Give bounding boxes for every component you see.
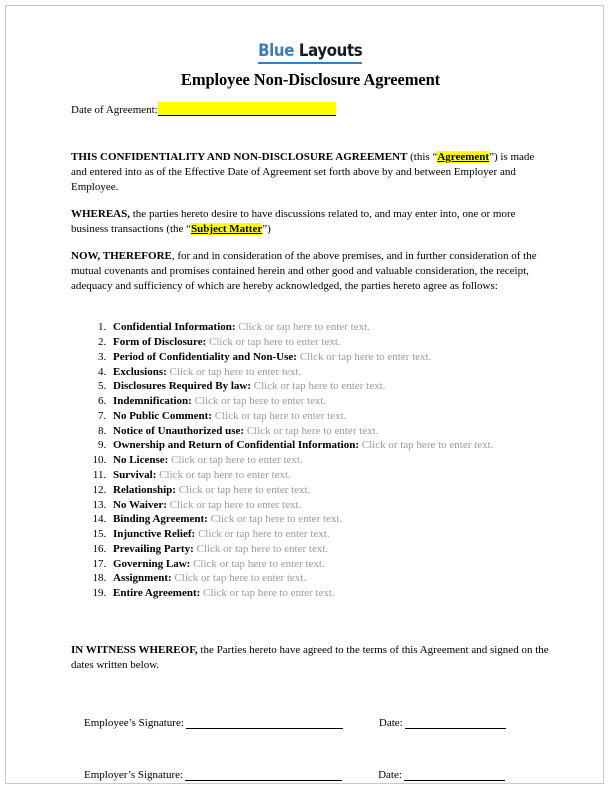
document-content [71, 42, 550, 781]
clause-item [109, 483, 550, 498]
paragraph-now-therefore [71, 249, 550, 294]
paragraph-2-mid: the parties hereto desire to have discussions related to, and may enter into, one or more business transactions (the “ [71, 207, 516, 235]
clause-item [109, 512, 550, 527]
date-of-agreement-label: Date of Agreement: [71, 103, 158, 116]
clause-label: No License: [113, 454, 169, 467]
clause-value-field[interactable]: Click or tap here to enter text. [196, 542, 329, 555]
employer-signature-label: Employer’s Signature: [84, 769, 184, 782]
clause-label: No Public Comment: [113, 409, 212, 422]
clause-value-field[interactable]: Click or tap here to enter text. [210, 513, 343, 526]
clause-value-field[interactable]: Click or tap here to enter text. [361, 439, 494, 452]
logo-text [258, 42, 362, 64]
signature-row-employee [71, 717, 550, 729]
clause-item [109, 394, 550, 409]
clause-item [109, 379, 550, 394]
clause-label: Governing Law: [113, 557, 191, 570]
clause-label: Relationship: [113, 483, 176, 496]
clause-value-field[interactable]: Click or tap here to enter text. [194, 395, 327, 408]
clause-item [109, 586, 550, 601]
clause-value-field[interactable]: Click or tap here to enter text. [159, 469, 291, 481]
clause-value-field[interactable]: Click or tap here to enter text. [203, 587, 335, 600]
paragraph-3-lead: NOW, THEREFORE [71, 250, 172, 262]
paragraph-whereas [71, 207, 550, 237]
clause-item [109, 409, 550, 424]
logo-word-layouts: Layouts [294, 41, 363, 61]
clause-item [109, 557, 550, 572]
clause-item [109, 335, 550, 350]
logo-word-blue: Blue [258, 41, 295, 61]
clause-label: Injunctive Relief: [113, 528, 196, 541]
clause-label: Entire Agreement: [113, 587, 201, 600]
clause-item [109, 320, 550, 335]
clause-item [109, 527, 550, 542]
paragraph-1-lead: THIS CONFIDENTIALITY AND NON-DISCLOSURE AGREEMENT [71, 150, 408, 163]
clause-value-field[interactable]: Click or tap here to enter text. [169, 365, 302, 378]
paragraph-in-witness-whereof [71, 643, 550, 673]
employer-signature-input[interactable] [185, 769, 342, 781]
clause-label: Survival: [113, 469, 157, 481]
brand-logo [71, 42, 550, 64]
employer-date-input[interactable] [404, 769, 505, 781]
clause-value-field[interactable]: Click or tap here to enter text. [214, 409, 347, 422]
clause-item [109, 424, 550, 439]
clause-item [109, 350, 550, 365]
clause-value-field[interactable]: Click or tap here to enter text. [238, 321, 370, 334]
clause-value-field[interactable]: Click or tap here to enter text. [178, 483, 311, 496]
clause-label: Disclosures Required By law: [113, 380, 252, 393]
clause-item [109, 542, 550, 557]
paragraph-3-rest: , for and in consideration of the above premises, and in further consideration of the mutual covenants and promises contained herein and other good and valuable consideration, the receipt, adequacy and sufficiency of which are hereby acknowledged, the parties hereto agree as follows: [71, 250, 537, 293]
paragraph-confidentiality-intro [71, 150, 550, 195]
witness-lead: IN WITNESS WHEREOF, [71, 644, 198, 657]
paragraph-1-rest: ”) is made and entered into as of the Effective Date of Agreement set forth above by and between Employer and Employee. [71, 150, 535, 193]
defined-term-subject-matter: Subject Matter [191, 222, 263, 235]
clause-item [109, 438, 550, 453]
clause-value-field[interactable]: Click or tap here to enter text. [193, 557, 325, 570]
date-of-agreement-row [71, 102, 550, 116]
clause-value-field[interactable]: Click or tap here to enter text. [174, 572, 307, 585]
page-title: Employee Non-Disclosure Agreement [180, 69, 441, 89]
employee-date-input[interactable] [405, 717, 506, 729]
paragraph-2-rest: ”) [262, 222, 271, 235]
clause-value-field[interactable]: Click or tap here to enter text. [197, 528, 330, 541]
employee-signature-label: Employee’s Signature: [84, 717, 184, 730]
clause-item [109, 468, 550, 483]
clause-value-field[interactable]: Click or tap here to enter text. [253, 380, 386, 393]
clause-label: Period of Confidentiality and Non-Use: [113, 350, 297, 363]
employee-signature-input[interactable] [186, 717, 343, 729]
signature-row-employer [71, 769, 550, 781]
clause-value-field[interactable]: Click or tap here to enter text. [169, 498, 302, 511]
clause-value-field[interactable]: Click or tap here to enter text. [171, 454, 303, 467]
clause-label: Binding Agreement: [113, 513, 208, 526]
clause-value-field[interactable]: Click or tap here to enter text. [209, 335, 341, 348]
clause-label: Prevailing Party: [113, 542, 194, 555]
clause-value-field[interactable]: Click or tap here to enter text. [246, 424, 379, 437]
clause-label: No Waiver: [113, 498, 167, 511]
clause-label: Indemnification: [113, 395, 192, 408]
clause-list [71, 320, 550, 601]
clause-item [109, 498, 550, 513]
clause-item [109, 365, 550, 380]
clause-value-field[interactable]: Click or tap here to enter text. [299, 350, 432, 363]
date-of-agreement-input[interactable] [158, 102, 336, 116]
clause-label: Exclusions: [113, 365, 167, 378]
clause-label: Ownership and Return of Confidential Information: [113, 439, 359, 452]
clause-item [109, 453, 550, 468]
document-page [5, 5, 604, 784]
clause-item [109, 571, 550, 586]
witness-rest: the Parties hereto have agreed to the terms of this Agreement and signed on the dates written below. [71, 644, 549, 672]
defined-term-agreement: Agreement [437, 150, 490, 163]
clause-label: Assignment: [113, 572, 172, 585]
paragraph-2-lead: WHEREAS, [71, 207, 130, 220]
paragraph-1-mid: (this “ [407, 150, 438, 163]
clause-label: Notice of Unauthorized use: [113, 424, 245, 437]
employee-date-label: Date: [378, 717, 403, 730]
clause-label: Confidential Information: [113, 321, 236, 334]
employer-date-label: Date: [378, 769, 402, 782]
clause-label: Form of Disclosure: [113, 335, 207, 348]
